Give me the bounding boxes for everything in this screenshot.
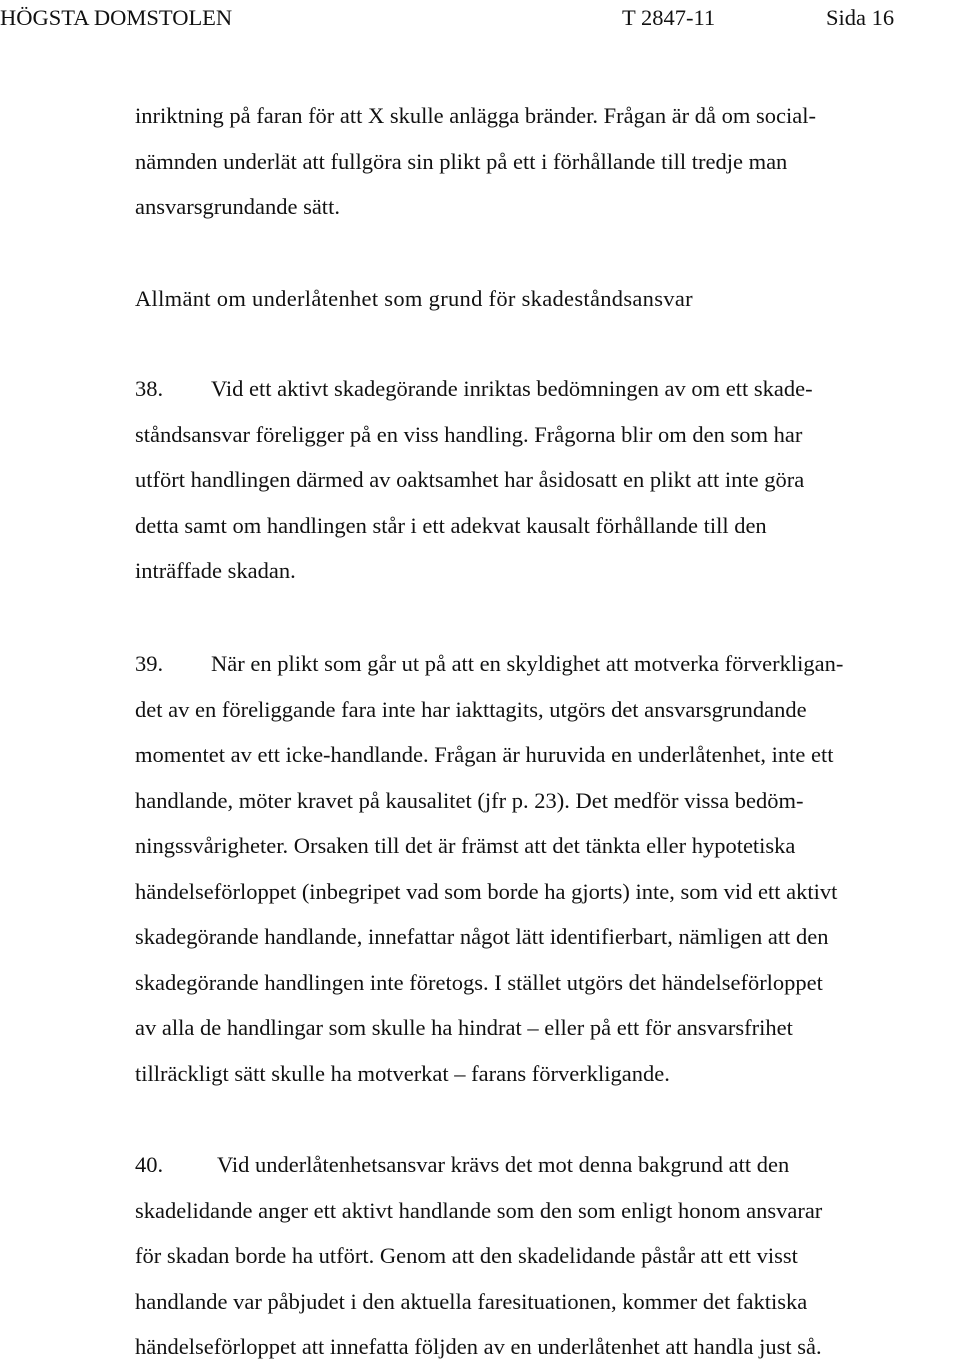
paragraph-text: När en plikt som går ut på att en skyldighet att motverka förverkligan- [211, 651, 844, 676]
paragraph-line: tillräckligt sätt skulle ha motverkat – farans förverkligande. [135, 1060, 670, 1086]
section-heading: Allmänt om underlåtenhet som grund för skadeståndsansvar [135, 286, 693, 311]
paragraph-line: händelseförloppet att innefatta följden av en underlåtenhet att handla just så. [135, 1334, 822, 1359]
paragraph-line: ståndsansvar föreligger på en viss handling. Frågorna blir om den som har [135, 421, 803, 447]
paragraph-number: 40. [135, 1152, 164, 1177]
paragraph-line: ningssvårigheter. Orsaken till det är främst att det tänkta eller hypotetiska [135, 833, 796, 858]
intro-paragraph [135, 93, 957, 230]
paragraph-line: händelseförloppet (inbegripet vad som borde ha gjorts) inte, som vid ett aktivt [135, 878, 838, 904]
paragraph-text: Vid ett aktivt skadegörande inriktas bedömningen av om ett skade- [211, 376, 813, 401]
paragraph-38 [135, 366, 957, 594]
paragraph-line: nämnden underlät att fullgöra sin plikt på ett i förhållande till tredje man [135, 148, 788, 174]
paragraph-40 [135, 1142, 957, 1370]
paragraph-first-line [135, 1142, 957, 1188]
paragraph-39 [135, 641, 957, 1096]
paragraph-line: utfört handlingen därmed av oaktsamhet har åsidosatt en plikt att inte göra [135, 467, 805, 492]
paragraph-line: skadegörande handlingen inte företogs. I stället utgörs det händelseförloppet [135, 969, 823, 995]
paragraph-first-line [135, 641, 957, 687]
paragraph-line: inträffade skadan. [135, 558, 296, 583]
paragraph-line: skadegörande handlande, innefattar något lätt identifierbart, nämligen att den [135, 924, 829, 949]
paragraph-line: detta samt om handlingen står i ett adekvat kausalt förhållande till den [135, 512, 767, 538]
page-number: Sida 16 [826, 5, 895, 30]
paragraph-line: av alla de handlingar som skulle ha hindrat – eller på ett för ansvarsfrihet [135, 1015, 793, 1040]
paragraph-line: inriktning på faran för att X skulle anlägga bränder. Frågan är då om social- [135, 103, 817, 128]
paragraph-line: ansvarsgrundande sätt. [135, 194, 340, 219]
paragraph-line: för skadan borde ha utfört. Genom att den skadelidande påstår att ett visst [135, 1243, 798, 1268]
paragraph-line: momentet av ett icke-handlande. Frågan är huruvida en underlåtenhet, inte ett [135, 742, 834, 767]
paragraph-line: handlande, möter kravet på kausalitet (jfr p. 23). Det medför vissa bedöm- [135, 787, 804, 813]
paragraph-line: handlande var påbjudet i den aktuella faresituationen, kommer det faktiska [135, 1288, 808, 1314]
case-number: T 2847-11 [622, 5, 716, 30]
paragraph-first-line [135, 366, 957, 412]
page-header [0, 2, 960, 34]
paragraph-number: 39. [135, 651, 164, 676]
paragraph-line: skadelidande anger ett aktivt handlande som den som enligt honom ansvarar [135, 1197, 823, 1223]
paragraph-line: det av en föreliggande fara inte har iakttagits, utgörs det ansvarsgrundande [135, 696, 807, 722]
court-name: HÖGSTA DOMSTOLEN [0, 5, 233, 30]
paragraph-text: Vid underlåtenhetsansvar krävs det mot denna bakgrund att den [217, 1152, 790, 1177]
paragraph-number: 38. [135, 376, 164, 401]
